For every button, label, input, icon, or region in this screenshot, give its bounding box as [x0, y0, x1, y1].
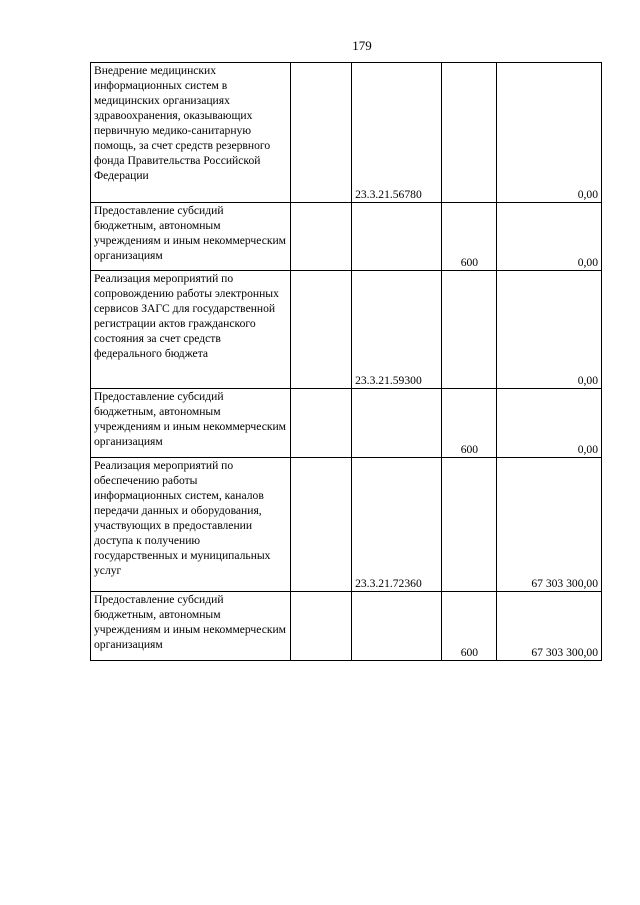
row-name-cell: Реализация мероприятий по сопровождению работы электронных сервисов ЗАГС для государственной регистрации актов гражданского состояния за счет средств федерального бюджета [91, 271, 291, 389]
row-sum-cell: 67 303 300,00 [497, 458, 602, 592]
row-code-cell: 23.3.21.56780 [352, 63, 442, 203]
row-name-cell: Реализация мероприятий по обеспечению работы информационных систем, каналов передачи данных и оборудования, участвующих в предоставлении доступа к получению государственных и муниципальных услуг [91, 458, 291, 592]
page-number: 179 [352, 38, 372, 53]
row-expense-type-cell: 600 [442, 389, 497, 458]
row-sum-cell: 0,00 [497, 271, 602, 389]
row-sum-cell: 0,00 [497, 389, 602, 458]
table-row [91, 271, 602, 389]
row-name-cell: Предоставление субсидий бюджетным, автономным учреждениям и иным некоммерческим организациям [91, 389, 291, 458]
row-code-cell: 23.3.21.72360 [352, 458, 442, 592]
table-row [91, 63, 602, 203]
table-row [91, 389, 602, 458]
budget-table [90, 62, 602, 661]
row-expense-type-cell: 600 [442, 203, 497, 271]
row-name-cell: Предоставление субсидий бюджетным, автономным учреждениям и иным некоммерческим организациям [91, 203, 291, 271]
row-expense-type-cell: 600 [442, 592, 497, 661]
row-sum-cell: 0,00 [497, 63, 602, 203]
row-empty-cell [291, 63, 352, 203]
row-expense-type-cell [442, 271, 497, 389]
row-empty-cell [291, 592, 352, 661]
row-sum-cell: 0,00 [497, 203, 602, 271]
row-code-cell [352, 389, 442, 458]
row-expense-type-cell [442, 63, 497, 203]
row-expense-type-cell [442, 458, 497, 592]
row-empty-cell [291, 458, 352, 592]
budget-table-body [91, 63, 602, 661]
row-empty-cell [291, 203, 352, 271]
row-empty-cell [291, 271, 352, 389]
row-sum-cell: 67 303 300,00 [497, 592, 602, 661]
row-code-cell [352, 203, 442, 271]
table-row [91, 592, 602, 661]
row-empty-cell [291, 389, 352, 458]
row-code-cell: 23.3.21.59300 [352, 271, 442, 389]
table-row [91, 458, 602, 592]
table-row [91, 203, 602, 271]
row-name-cell: Внедрение медицинских информационных систем в медицинских организациях здравоохранения, оказывающих первичную медико-санитарную помощь, за счет средств резервного фонда Правительства Российской Федерации [91, 63, 291, 203]
row-code-cell [352, 592, 442, 661]
row-name-cell: Предоставление субсидий бюджетным, автономным учреждениям и иным некоммерческим организациям [91, 592, 291, 661]
